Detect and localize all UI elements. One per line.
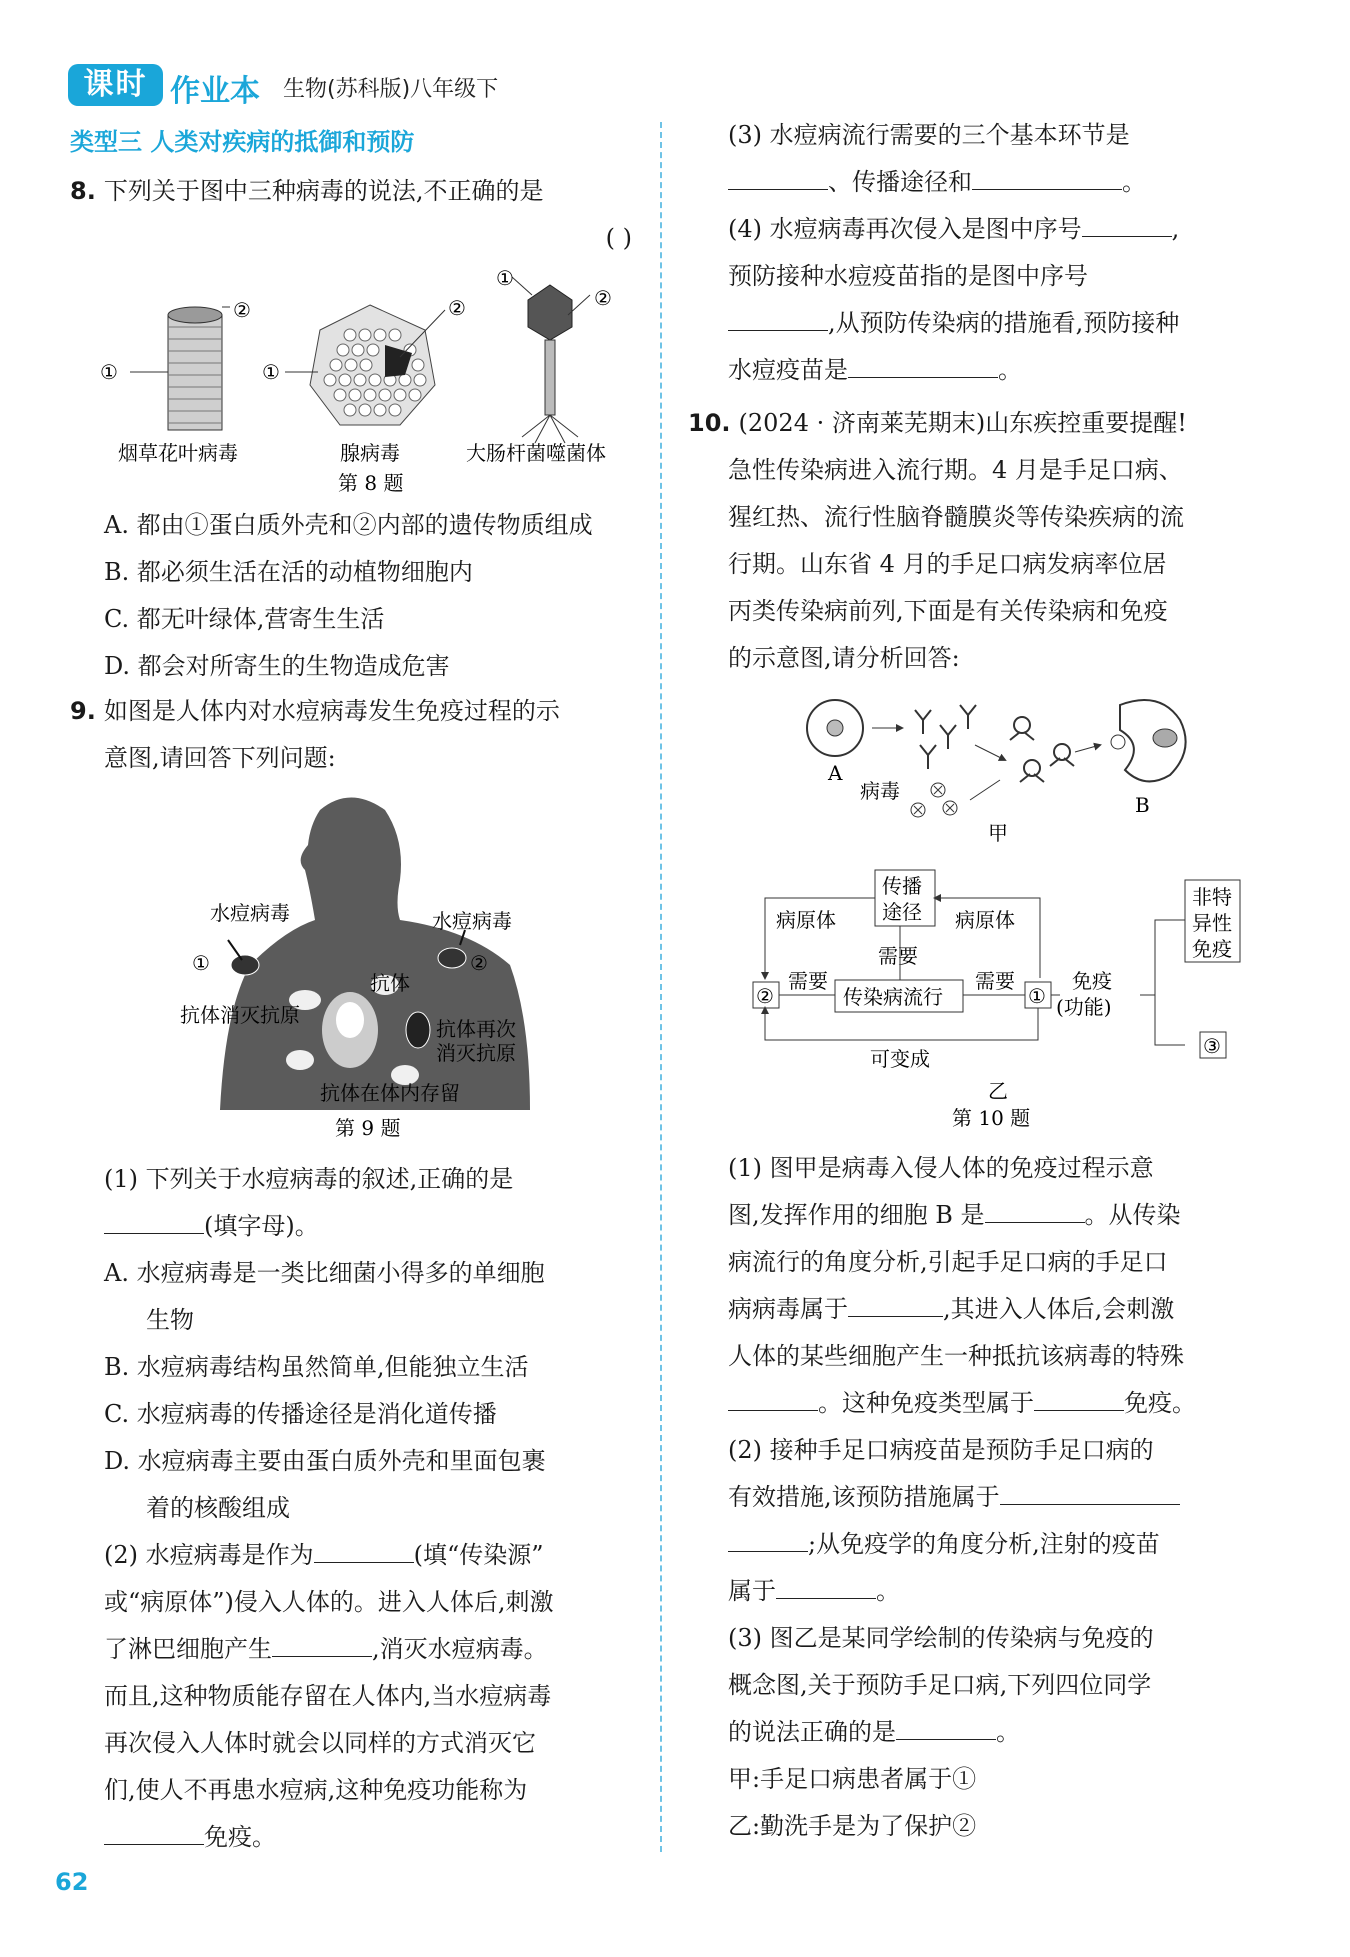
antibody-remain-label: 抗体在体内存留 (320, 1081, 460, 1105)
question-9-parts (70, 1156, 640, 1861)
nonspecific-label-1: 非特 (1192, 885, 1232, 909)
part-3-line: 概念图,关于预防手足口病,下列四位同学 (728, 1671, 1152, 1699)
option-a[interactable]: A. 水痘病毒是一类比细菌小得多的单细胞 (104, 1259, 545, 1287)
question-stem: 的示意图,请分析回答: (728, 644, 960, 672)
marker-1: ① (100, 360, 118, 384)
bacteriophage-drawing (512, 277, 590, 443)
answer-blank[interactable] (314, 1540, 414, 1563)
option-d[interactable]: D. 水痘病毒主要由蛋白质外壳和里面包裹 (104, 1447, 546, 1475)
subject-title: 生物(苏科版)八年级下 (283, 77, 499, 102)
part-2-line: 属于 (728, 1577, 776, 1605)
part-1-line: 。这种免疫类型属于 (818, 1389, 1034, 1417)
page-number: 62 (55, 1868, 89, 1896)
answer-blank[interactable] (972, 167, 1122, 190)
part-3-line: 。 (1122, 168, 1146, 196)
part-4-line: 。 (998, 356, 1022, 384)
answer-paren: ( ) (605, 224, 632, 252)
part-1-line: 病流行的角度分析,引起手足口病的手足口 (728, 1248, 1168, 1276)
part-1-line: 。从传染 (1084, 1201, 1181, 1229)
adenovirus-drawing (285, 305, 445, 425)
answer-blank[interactable] (896, 1717, 996, 1740)
question-number: 9. (70, 697, 96, 725)
answer-blank[interactable] (776, 1576, 876, 1599)
question-stem: 下列关于图中三种病毒的说法,不正确的是 (103, 177, 544, 205)
statement-yi: 乙:勤洗手是为了保护② (728, 1812, 977, 1840)
virus-label: 病毒 (860, 779, 900, 803)
part-2-line: ,消灭水痘病毒。 (372, 1635, 548, 1663)
part-2-line: ;从免疫学的角度分析,注射的疫苗 (808, 1530, 1160, 1558)
brand-title: 作业本 (170, 74, 260, 109)
marker-1: ① (496, 266, 514, 290)
antibody-again-label-2: 消灭抗原 (436, 1041, 516, 1065)
question-10 (688, 400, 1258, 682)
column-divider (660, 122, 662, 1852)
part-2-line: 有效措施,该预防措施属于 (728, 1483, 1000, 1511)
tmv-label: 烟草花叶病毒 (118, 441, 238, 465)
answer-blank[interactable] (728, 308, 828, 331)
part-2-line: 。 (876, 1577, 900, 1605)
adenovirus-label: 腺病毒 (340, 441, 400, 465)
marker-2: ② (233, 298, 251, 322)
nonspecific-label-2: 异性 (1192, 911, 1232, 935)
part-4-stem: (4) 水痘病毒再次侵入是图中序号 (728, 215, 1082, 243)
answer-blank[interactable] (1034, 1388, 1124, 1411)
part-3-line: 、传播途径和 (828, 168, 972, 196)
part-4-line: 预防接种水痘疫苗指的是图中序号 (728, 262, 1088, 290)
become-label: 可变成 (870, 1047, 930, 1071)
brand-logo: 课时 (68, 64, 163, 106)
answer-blank[interactable] (848, 1294, 943, 1317)
part-1-line: 免疫。 (1124, 1389, 1196, 1417)
question-stem: 急性传染病进入流行期。4 月是手足口病、 (728, 456, 1183, 484)
need-left-label: 需要 (788, 969, 828, 993)
answer-blank[interactable] (848, 355, 998, 378)
question-8-options (70, 502, 640, 690)
answer-blank[interactable] (104, 1822, 204, 1845)
part-2-line: 而且,这种物质能存留在人体内,当水痘病毒 (104, 1682, 552, 1710)
option-c[interactable]: C. 水痘病毒的传播途径是消化道传播 (104, 1400, 497, 1428)
question-number: 10. (688, 409, 731, 437)
question-stem-cont: 意图,请回答下列问题: (104, 744, 336, 772)
figure-caption: 第 8 题 (338, 471, 404, 495)
part-3-line: 。 (996, 1718, 1020, 1746)
marker-1: ① (192, 951, 210, 975)
part-3-stem: (3) 图乙是某同学绘制的传染病与免疫的 (728, 1624, 1154, 1652)
answer-blank[interactable] (104, 1211, 204, 1234)
marker-2: ② (594, 286, 612, 310)
question-9-cont (728, 112, 1258, 394)
virus-left-label: 水痘病毒 (210, 901, 290, 925)
phage-label: 大肠杆菌噬菌体 (466, 441, 606, 465)
part-2-stem: (2) 水痘病毒是作为 (104, 1541, 314, 1569)
part-1-hint: (填字母)。 (204, 1212, 319, 1240)
pathogen-left-label: 病原体 (776, 908, 836, 932)
antibody-again-label-1: 抗体再次 (436, 1017, 516, 1041)
antibody-label: 抗体 (370, 971, 410, 995)
answer-blank[interactable] (272, 1634, 372, 1657)
immune-label-2: (功能) (1056, 995, 1112, 1019)
route-label-2: 途径 (882, 900, 922, 924)
part-1-stem: (1) 图甲是病毒入侵人体的免疫过程示意 (728, 1154, 1154, 1182)
figure-label-yi: 乙 (988, 1079, 1008, 1103)
antibody-destroy-label: 抗体消灭抗原 (180, 1003, 300, 1027)
part-1-stem: (1) 下列关于水痘病毒的叙述,正确的是 (104, 1165, 514, 1193)
need-right-label: 需要 (975, 969, 1015, 993)
part-2-line: 们,使人不再患水痘病,这种免疫功能称为 (104, 1776, 528, 1804)
figure-10-yi (750, 860, 1250, 1140)
part-1-line: 病病毒属于 (728, 1295, 848, 1323)
answer-blank[interactable] (728, 1529, 808, 1552)
part-1-line: 人体的某些细胞产生一种抵抗该病毒的特殊 (728, 1342, 1184, 1370)
figure-10-jia (800, 690, 1200, 850)
answer-blank[interactable] (728, 1388, 818, 1411)
part-3-line: 的说法正确的是 (728, 1718, 896, 1746)
marker-2: ② (448, 296, 466, 320)
statement-jia: 甲:手足口病患者属于① (728, 1765, 977, 1793)
virus-right-label: 水痘病毒 (432, 909, 512, 933)
need-top-label: 需要 (878, 944, 918, 968)
figure-8-viruses (100, 265, 640, 495)
answer-blank[interactable] (728, 167, 828, 190)
option-b[interactable]: B. 都必须生活在活的动植物细胞内 (104, 558, 473, 586)
part-2-line: 再次侵入人体时就会以同样的方式消灭它 (104, 1729, 536, 1757)
question-9 (70, 688, 640, 782)
option-a-cont: 生物 (146, 1306, 194, 1334)
question-number: 8. (70, 177, 96, 205)
marker-2: ② (470, 951, 488, 975)
question-stem: 如图是人体内对水痘病毒发生免疫过程的示 (103, 697, 560, 725)
part-2-hint: (填“传染源” (413, 1541, 544, 1569)
part-4-line: 水痘疫苗是 (728, 356, 848, 384)
figure-label-jia: 甲 (988, 821, 1008, 845)
option-c[interactable]: C. 都无叶绿体,营寄生生活 (104, 605, 385, 633)
option-d-cont: 着的核酸组成 (146, 1494, 290, 1522)
part-2-line: 免疫。 (204, 1823, 276, 1851)
answer-blank[interactable] (1082, 214, 1172, 237)
epidemic-label: 传染病流行 (843, 985, 943, 1009)
figure-caption: 第 9 题 (335, 1116, 401, 1140)
part-2-stem: (2) 接种手足口病疫苗是预防手足口病的 (728, 1436, 1154, 1464)
tobacco-mosaic-virus-drawing (130, 307, 230, 430)
part-4-line: , (1171, 215, 1180, 243)
part-2-line: 了淋巴细胞产生 (104, 1635, 272, 1663)
option-b[interactable]: B. 水痘病毒结构虽然简单,但能独立生活 (104, 1353, 529, 1381)
part-3-stem: (3) 水痘病流行需要的三个基本环节是 (728, 121, 1130, 149)
part-1-line: ,其进入人体后,会刺激 (943, 1295, 1175, 1323)
option-d[interactable]: D. 都会对所寄生的生物造成危害 (104, 652, 450, 680)
question-stem: 猩红热、流行性脑脊髓膜炎等传染疾病的流 (728, 503, 1184, 531)
section-heading: 类型三 人类对疾病的抵御和预防 (70, 128, 415, 156)
immune-label-1: 免疫 (1072, 969, 1112, 993)
question-8 (70, 168, 640, 262)
nonspecific-label-3: 免疫 (1192, 937, 1232, 961)
part-2-line: 或“病原体”)侵入人体的。进入人体后,刺激 (104, 1588, 554, 1616)
option-a[interactable]: A. 都由①蛋白质外壳和②内部的遗传物质组成 (104, 511, 593, 539)
answer-blank[interactable] (1000, 1482, 1180, 1505)
figure-caption: 第 10 题 (952, 1106, 1031, 1130)
figure-9-immune (170, 790, 590, 1150)
node-3: ③ (1203, 1034, 1221, 1058)
marker-1: ① (262, 360, 280, 384)
question-stem: 丙类传染病前列,下面是有关传染病和免疫 (728, 597, 1168, 625)
node-2: ② (756, 984, 774, 1008)
node-1: ① (1028, 984, 1046, 1008)
question-10-parts (728, 1145, 1258, 1850)
cell-a-label: A (828, 761, 843, 785)
pathogen-right-label: 病原体 (955, 908, 1015, 932)
answer-blank[interactable] (985, 1200, 1085, 1223)
part-4-line: ,从预防传染病的措施看,预防接种 (828, 309, 1180, 337)
question-stem: 行期。山东省 4 月的手足口病发病率位居 (728, 550, 1167, 578)
cell-b-label: B (1135, 793, 1150, 817)
part-1-line: 图,发挥作用的细胞 B 是 (728, 1201, 985, 1229)
question-stem: (2024 · 济南莱芜期末)山东疾控重要提醒! (738, 409, 1187, 437)
route-label-1: 传播 (882, 874, 922, 898)
